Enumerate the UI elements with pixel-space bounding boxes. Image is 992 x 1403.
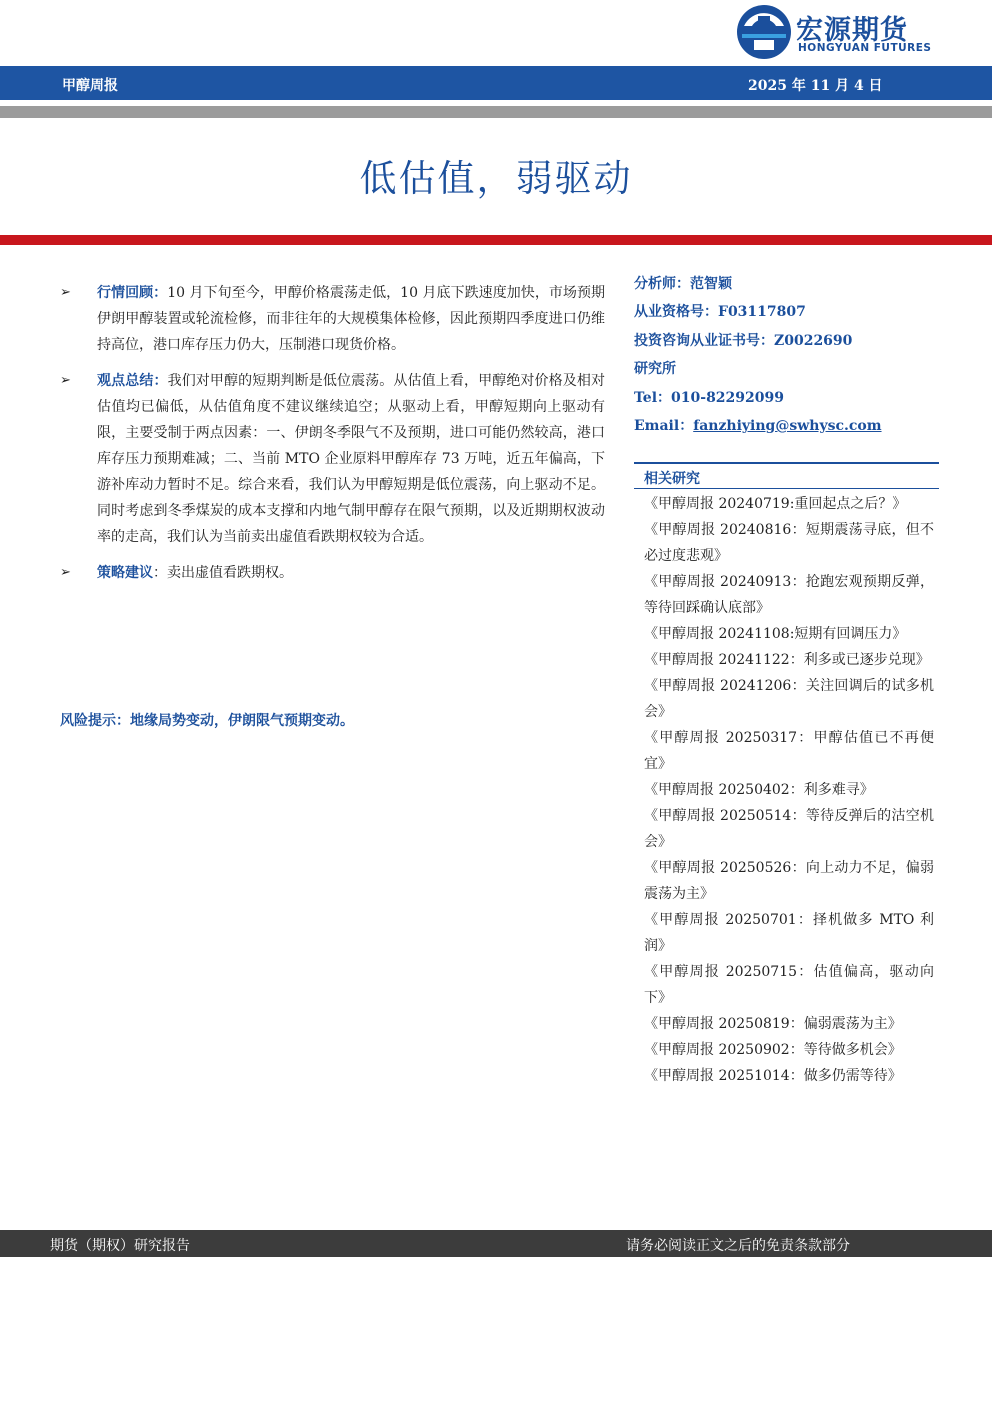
related-research-list xyxy=(644,491,934,1089)
bullet-label: 行情回顾： xyxy=(97,285,168,301)
report-date: 2025 年 11 月 4 日 xyxy=(748,78,883,94)
summary-bullet-review xyxy=(60,280,605,358)
analyst-email-line xyxy=(634,412,954,440)
related-item: 《甲醇周报 20241122：利多或已逐步兑现》 xyxy=(644,652,930,668)
related-item: 《甲醇周报 20240913：抢跑宏观预期反弹，等待回踩确认底部》 xyxy=(644,574,934,616)
bullet-text: 我们对甲醇的短期判断是低位震荡。从估值上看，甲醇绝对价格及相对估值均已偏低，从估值角度不建议继续追空；从驱动上看，甲醇短期向上驱动有限，主要受制于两点因素：一、伊朗冬季限气不及预期，进口可能仍然较高，港口库存压力预期难减；二、当前 MTO 企业原料甲醇库存 73 万吨，近五年偏高，下游补库动力暂时不足。综合来看，我们认为甲醇短期是低位震荡，向上驱动不足。同时考虑到冬季煤炭的成本支撑和内地气制甲醇存在限气预期，以及近期期权波动率的走高，我们认为当前卖出虚值看跌期权较为合适。 xyxy=(97,373,606,545)
title-divider xyxy=(0,235,992,245)
document-title: 低估值，弱驱动 xyxy=(359,157,633,200)
analyst-dept: 研究所 xyxy=(634,361,676,378)
arrow-bullet-icon: ➢ xyxy=(60,285,71,300)
footer-disclaimer-note: 请务必阅读正文之后的免责条款部分 xyxy=(626,1238,850,1254)
related-item: 《甲醇周报 20250701：择机做多 MTO 利润》 xyxy=(644,912,934,954)
related-research-title: 相关研究 xyxy=(644,471,700,487)
related-item: 《甲醇周报 20251014：做多仍需等待》 xyxy=(644,1068,902,1084)
logo-text-en: HONGYUAN FUTURES xyxy=(798,42,932,54)
related-item: 《甲醇周报 20250819：偏弱震荡为主》 xyxy=(644,1016,902,1032)
analyst-tel: Tel：010-82292099 xyxy=(634,389,785,406)
related-item: 《甲醇周报 20240719:重回起点之后？》 xyxy=(644,496,907,512)
analyst-info xyxy=(634,270,954,440)
related-item: 《甲醇周报 20240816：短期震荡寻底，但不必过度悲观》 xyxy=(644,522,934,564)
summary-section xyxy=(60,280,605,596)
related-sub-rule xyxy=(634,488,939,489)
related-item: 《甲醇周报 20250317：甲醇估值已不再便宜》 xyxy=(644,730,934,772)
analyst-cert: 投资咨询从业证书号：Z0022690 xyxy=(634,332,853,349)
header-divider xyxy=(0,106,992,118)
logo-mark-icon xyxy=(736,4,792,60)
bullet-text: 10 月下旬至今，甲醇价格震荡走低，10 月底下跌速度加快，市场预期伊朗甲醇装置或轮流检修，而非往年的大规模集体检修，因此预期四季度进口仍维持高位，港口库存压力仍大，压制港口现货价格。 xyxy=(97,285,605,353)
email-link[interactable]: fanzhiying@swhysc.com xyxy=(693,418,882,435)
summary-bullet-view xyxy=(60,368,605,550)
analyst-qualification: 从业资格号：F03117807 xyxy=(634,304,806,321)
arrow-bullet-icon: ➢ xyxy=(60,565,71,580)
analyst-name: 分析师：范智颖 xyxy=(634,276,732,292)
summary-bullet-strategy xyxy=(60,560,605,586)
related-item: 《甲醇周报 20250902：等待做多机会》 xyxy=(644,1042,902,1058)
related-item: 《甲醇周报 20250526：向上动力不足，偏弱震荡为主》 xyxy=(644,860,934,902)
email-label: Email： xyxy=(634,418,694,435)
related-item: 《甲醇周报 20241206：关注回调后的试多机会》 xyxy=(644,678,934,720)
report-type: 甲醇周报 xyxy=(62,78,118,94)
bullet-text: ：卖出虚值看跌期权。 xyxy=(153,565,293,581)
related-top-rule xyxy=(634,462,939,464)
related-item: 《甲醇周报 20250514：等待反弹后的沽空机会》 xyxy=(644,808,934,850)
related-item: 《甲醇周报 20241108:短期有回调压力》 xyxy=(644,626,907,642)
footer-report-category: 期货（期权）研究报告 xyxy=(50,1238,190,1254)
logo-text-cn: 宏源期货 xyxy=(796,15,908,46)
risk-warning: 风险提示：地缘局势变动，伊朗限气预期变动。 xyxy=(60,713,354,729)
related-item: 《甲醇周报 20250715：估值偏高，驱动向下》 xyxy=(644,964,934,1006)
bullet-label: 观点总结： xyxy=(97,373,168,389)
related-item: 《甲醇周报 20250402：利多难寻》 xyxy=(644,782,874,798)
bullet-label: 策略建议 xyxy=(97,565,153,581)
arrow-bullet-icon: ➢ xyxy=(60,373,71,388)
company-logo xyxy=(736,4,986,62)
